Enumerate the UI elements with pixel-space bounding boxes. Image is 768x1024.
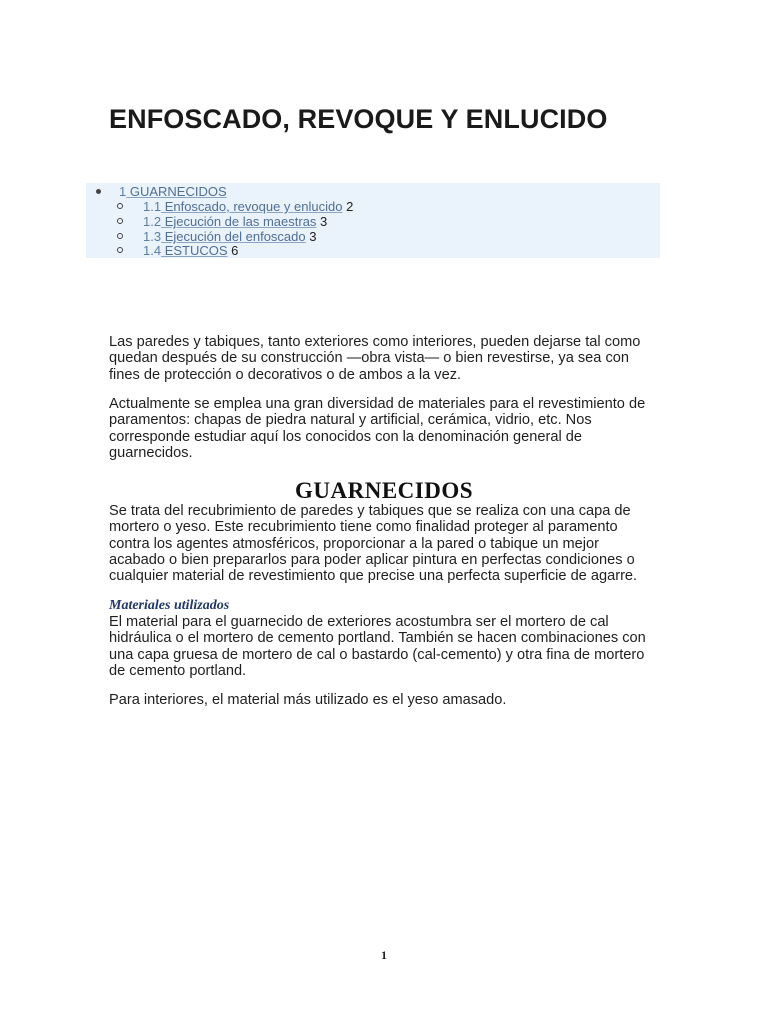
- toc-item-page: 2: [342, 199, 354, 214]
- bullet-disc-icon: [96, 189, 101, 194]
- page-number: 1: [381, 948, 387, 962]
- section-paragraph: Se trata del recubrimiento de paredes y tabiques que se realiza con una capa de mortero o yeso. Este recubrimiento tiene como finalidad proteger al paramento contra los agentes atmosféricos, proporcionar a la pared o tabique un mejor acabado o bien prepararlos para poder aplicar pintura en perfectas condiciones o cualquier material de revestimiento que precise una perfecta superficie de agarre.: [109, 503, 638, 585]
- toc-item-link[interactable]: GUARNECIDOS: [126, 184, 227, 199]
- document-title: ENFOSCADO, REVOQUE Y ENLUCIDO: [109, 104, 608, 134]
- toc-item-link[interactable]: Ejecución del enfoscado: [161, 229, 306, 244]
- toc-item-number: 1.4: [143, 243, 162, 258]
- toc-item-number: 1: [119, 184, 127, 199]
- intro-paragraph-1: Las paredes y tabiques, tanto exteriores como interiores, pueden dejarse tal como quedan después de su construcción —obra vista— o bien revestirse, ya sea con fines de protección o decorativos o de ambos a la vez.: [109, 334, 641, 383]
- bullet-circle-icon: [117, 247, 123, 253]
- toc-item-text: [143, 214, 327, 229]
- intro-paragraph-2: Actualmente se emplea una gran diversidad de materiales para el revestimiento de paramentos: chapas de piedra natural y artificial, cerámica, vidrio, etc. Nos corresponde estudiar aquí los conocidos con la denominación general de guarnecidos.: [109, 396, 646, 461]
- toc-item-link[interactable]: ESTUCOS: [161, 243, 228, 258]
- toc-item-text: [119, 184, 227, 199]
- bullet-circle-icon: [117, 203, 123, 209]
- toc-item-number: 1.2: [143, 214, 162, 229]
- toc-item-number: 1.3: [143, 229, 162, 244]
- toc-item-page: 3: [305, 229, 317, 244]
- section-heading: GUARNECIDOS: [294, 478, 474, 503]
- bullet-circle-icon: [117, 233, 123, 239]
- toc-item-page: 3: [316, 214, 328, 229]
- toc-item-link[interactable]: Enfoscado, revoque y enlucido: [161, 199, 343, 214]
- toc-item-page: 6: [227, 243, 239, 258]
- toc-item-text: [143, 243, 238, 258]
- interiors-paragraph: Para interiores, el material más utilizado es el yeso amasado.: [109, 692, 507, 708]
- materials-paragraph: El material para el guarnecido de exteriores acostumbra ser el mortero de cal hidráulica o el mortero de cemento portland. También se hacen combinaciones con una capa gruesa de mortero de cal o bastardo (cal-cemento) y otra fina de mortero de cemento portland.: [109, 614, 646, 679]
- toc-item-link[interactable]: Ejecución de las maestras: [161, 214, 317, 229]
- toc-item-text: [143, 229, 316, 244]
- toc-item-number: 1.1: [143, 199, 162, 214]
- table-of-contents: [86, 183, 660, 258]
- bullet-circle-icon: [117, 218, 123, 224]
- subheading-materiales: Materiales utilizados: [109, 598, 230, 613]
- toc-item-text: [143, 199, 353, 214]
